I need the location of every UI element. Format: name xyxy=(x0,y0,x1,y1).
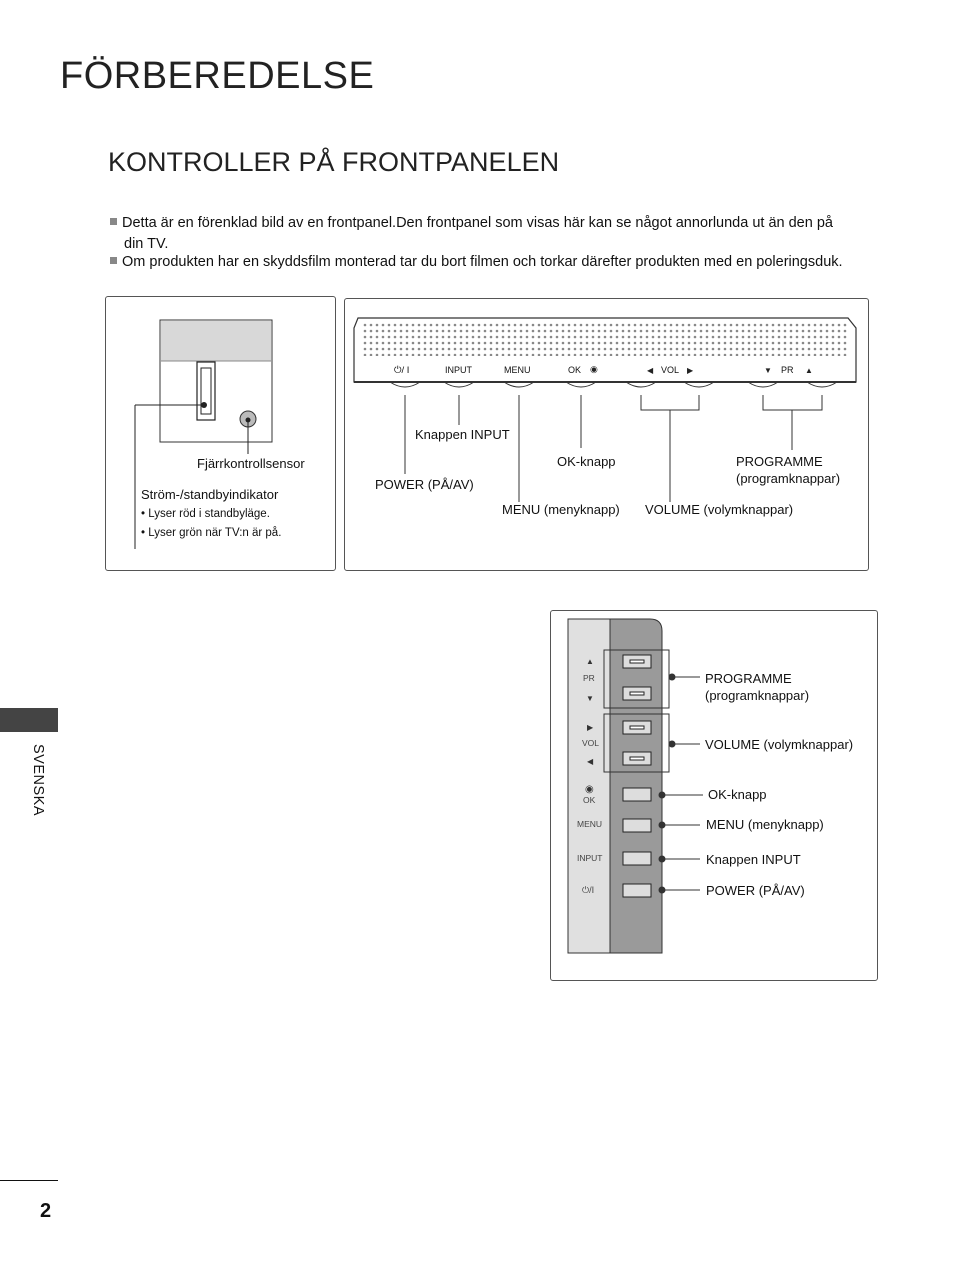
page-number-rule xyxy=(0,1180,58,1181)
svg-text:▶: ▶ xyxy=(687,366,694,375)
label-menu: MENU (menyknapp) xyxy=(502,502,620,517)
svg-text:▲: ▲ xyxy=(805,366,813,375)
vol-mark: VOL xyxy=(661,365,680,375)
svg-text:▶: ▶ xyxy=(587,723,594,732)
side-label-programme-sub: (programknappar) xyxy=(705,688,810,703)
note-1-continuation: din TV. xyxy=(124,236,169,252)
side-label-ok: OK-knapp xyxy=(708,787,767,802)
note-1 xyxy=(110,213,880,233)
language-tab-marker xyxy=(0,708,58,732)
page-number: 2 xyxy=(40,1200,52,1222)
bullet-square-icon xyxy=(110,218,117,225)
sensor-label: Fjärrkontrollsensor xyxy=(197,456,305,471)
side-vol-mark: VOL xyxy=(582,738,600,748)
page-title: FÖRBEREDELSE xyxy=(60,55,375,97)
side-label-programme: PROGRAMME xyxy=(705,671,792,686)
note-2 xyxy=(110,252,910,272)
label-power: POWER (PÅ/AV) xyxy=(375,477,474,492)
side-power-mark: ⏻/I xyxy=(582,885,595,895)
side-ok-mark: OK xyxy=(583,795,596,805)
svg-text:▼: ▼ xyxy=(764,366,772,375)
side-label-volume: VOLUME (volymknappar) xyxy=(705,737,854,752)
note-1-text: Detta är en förenklad bild av en frontpanel.Den frontpanel som visas här kan se något annorlunda ut än den på xyxy=(122,215,833,231)
section-title: KONTROLLER PÅ FRONTPANELEN xyxy=(108,147,560,177)
side-pr-mark: PR xyxy=(583,673,595,683)
label-input: Knappen INPUT xyxy=(415,427,510,442)
bullet-square-icon xyxy=(110,257,117,264)
side-menu-mark: MENU xyxy=(577,819,603,829)
label-programme: PROGRAMME xyxy=(736,454,823,469)
side-label-power: POWER (PÅ/AV) xyxy=(706,883,805,898)
side-label-menu: MENU (menyknapp) xyxy=(706,817,824,832)
side-input-mark: INPUT xyxy=(577,853,603,863)
menu-mark: MENU xyxy=(504,365,531,375)
pr-mark: PR xyxy=(781,365,794,375)
svg-text:▼: ▼ xyxy=(586,694,594,703)
power-mark: ⏻/ I xyxy=(394,365,410,376)
svg-text:◉: ◉ xyxy=(585,784,594,795)
note-2-text: Om produkten har en skyddsfilm monterad tar du bort filmen och torkar därefter produkten med en poleringsduk. xyxy=(122,254,843,270)
input-mark: INPUT xyxy=(445,365,472,375)
label-programme-sub: (programknappar) xyxy=(736,471,841,486)
label-ok: OK-knapp xyxy=(557,454,616,469)
indicator-line-red: • Lyser röd i standbyläge. xyxy=(141,508,270,520)
svg-text:◀: ◀ xyxy=(647,366,654,375)
indicator-line-green: • Lyser grön när TV:n är på. xyxy=(141,527,282,539)
svg-text:◀: ◀ xyxy=(587,757,594,766)
indicator-title: Ström-/standbyindikator xyxy=(141,487,279,502)
ok-mark: OK xyxy=(568,365,582,375)
svg-text:▲: ▲ xyxy=(586,657,594,666)
side-label-input: Knappen INPUT xyxy=(706,852,801,867)
label-volume: VOLUME (volymknappar) xyxy=(645,502,794,517)
svg-text:◉: ◉ xyxy=(590,364,598,374)
language-tab-label: SVENSKA xyxy=(30,744,46,816)
